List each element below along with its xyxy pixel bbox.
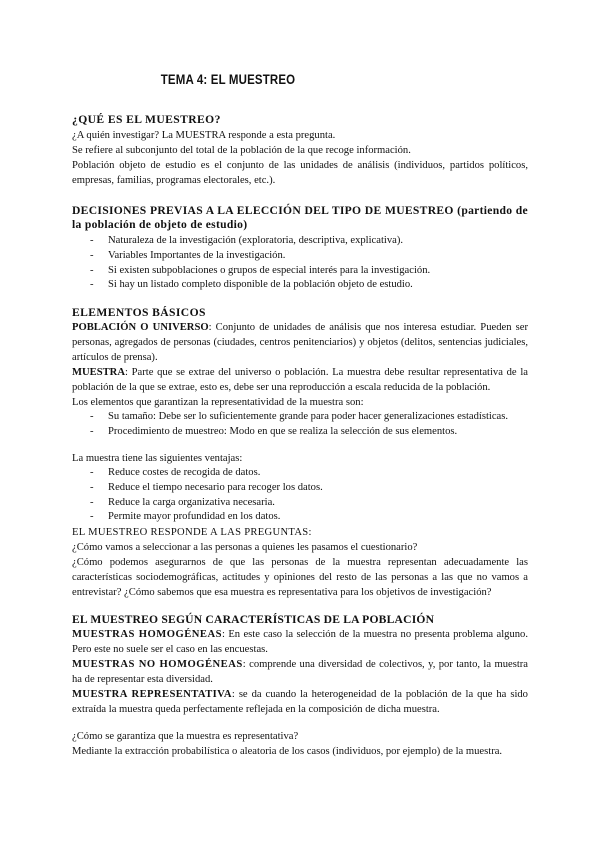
decisiones-list	[72, 234, 528, 293]
question: ¿Cómo vamos a seleccionar a las personas a quienes les pasamos el cuestionario?	[72, 542, 418, 554]
list-item: - Si hay un listado completo disponible de la población objeto de estudio.	[72, 278, 528, 293]
term-poblacion: POBLACIÓN O UNIVERSO	[72, 322, 209, 333]
list-item: - Reduce costes de recogida de datos.	[72, 466, 528, 481]
text-line: ¿A quién investigar? La MUESTRA responde a esta pregunta.	[72, 130, 336, 141]
term-no-homogeneas: MUESTRAS NO HOMOGÉNEAS	[72, 659, 243, 670]
definition-text: : Parte que se extrae del universo o población. La muestra debe resultar representativa de la población de la que se extrae, esto es, debe ser una reproducción a escala reducida de la población.	[72, 367, 528, 393]
list-item: - Variables Importantes de la investigación.	[72, 249, 528, 264]
section-que-es	[72, 112, 528, 188]
definition-text: : se da cuando la heterogeneidad de la población de la que ha sido extraída la muestra queda perfectamente reflejada en la composición de dicha muestra.	[72, 689, 528, 715]
list-item: - Reduce el tiempo necesario para recoger los datos.	[72, 481, 528, 496]
ventajas-list	[72, 466, 528, 525]
list-item: - Permite mayor profundidad en los datos.	[72, 510, 528, 525]
list-item: - Naturaleza de la investigación (exploratoria, descriptiva, explicativa).	[72, 234, 528, 249]
question: ¿Cómo podemos asegurarnos de que las personas de la muestra representan adecuadamente las características sociodemográficas, actitudes y opiniones del resto de las personas a las que no vamos a entrevistar? ¿Cómo sabemos que esa muestra es representativa para los objetivos de investigación?	[72, 557, 528, 599]
definition-text: : En este caso la selección de la muestra no presenta problema alguno. Pero este no suele ser el caso en las encuestas.	[72, 629, 528, 655]
page-title: TEMA 4: EL MUESTREO	[160, 72, 296, 87]
paragraph: Población objeto de estudio es el conjunto de las unidades de análisis (individuos, partidos políticos, empresas, familias, programas electorales, etc.).	[72, 160, 528, 186]
homogeneas-definition	[72, 627, 528, 657]
section-heading: EL MUESTREO SEGÚN CARACTERÍSTICAS DE LA POBLACIÓN	[72, 613, 435, 626]
ventajas-block	[72, 451, 528, 600]
ventajas-intro: La muestra tiene las siguientes ventajas:	[72, 453, 243, 464]
answer: Mediante la extracción probabilística o aleatoria de los casos (individuos, por ejemplo) de la muestra.	[72, 746, 503, 757]
poblacion-definition	[72, 320, 528, 365]
list-item: - Si existen subpoblaciones o grupos de especial interés para la investigación.	[72, 264, 528, 279]
garantia-block	[72, 729, 528, 759]
no-homogeneas-definition	[72, 657, 528, 687]
definition-text: : comprende una diversidad de colectivos, y, por tanto, la muestra ha de representar esta diversidad.	[72, 659, 528, 685]
term-muestra: MUESTRA	[72, 367, 125, 378]
question: ¿Cómo se garantiza que la muestra es representativa?	[72, 731, 299, 742]
elementos-list	[72, 410, 528, 440]
responde-heading: EL MUESTREO RESPONDE A LAS PREGUNTAS:	[72, 527, 312, 539]
muestra-definition	[72, 365, 528, 395]
list-item: - Su tamaño: Debe ser lo suficientemente grande para poder hacer generalizaciones estadísticas.	[72, 410, 528, 425]
section-heading: ¿QUÉ ES EL MUESTREO?	[72, 113, 221, 126]
term-homogeneas: MUESTRAS HOMOGÉNEAS	[72, 629, 223, 640]
term-representativa: MUESTRA REPRESENTATIVA	[72, 689, 232, 700]
section-heading: ELEMENTOS BÁSICOS	[72, 306, 206, 319]
list-item: - Reduce la carga organizativa necesaria.	[72, 496, 528, 511]
section-decisiones	[72, 204, 528, 293]
list-item: - Procedimiento de muestreo: Modo en que se realiza la selección de sus elementos.	[72, 425, 528, 440]
definition-text: : Conjunto de unidades de análisis que nos interesa estudiar. Pueden ser personas, agregados de personas (ciudades, centros penitenciarios) y objetos (delitos, sentencias judiciales, artículos de prensa).	[72, 322, 528, 363]
section-caracteristicas	[72, 612, 528, 717]
elementos-intro: Los elementos que garantizan la representatividad de la muestra son:	[72, 397, 364, 408]
text-line: Se refiere al subconjunto del total de la población de la que recoge información.	[72, 145, 411, 156]
section-elementos	[72, 305, 528, 440]
representativa-definition	[72, 687, 528, 717]
section-heading: DECISIONES PREVIAS A LA ELECCIÓN DEL TIPO DE MUESTREO (partiendo de la población de objeto de estudio)	[72, 204, 528, 231]
